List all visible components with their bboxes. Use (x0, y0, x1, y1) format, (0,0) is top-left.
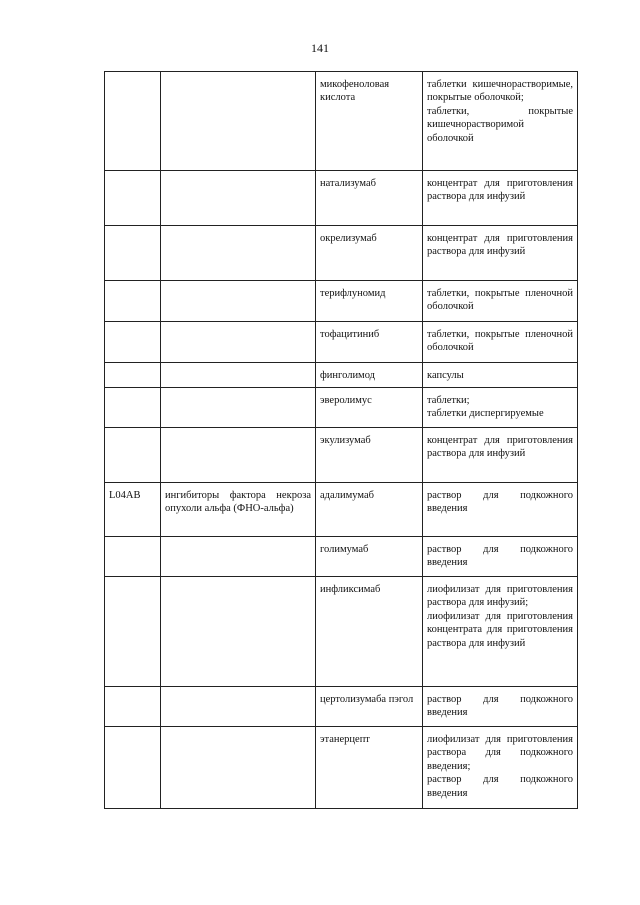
drug-name-cell: этанерцепт (316, 727, 423, 809)
drug-name-cell: терифлуномид (316, 281, 423, 322)
atc-code-cell (105, 727, 161, 809)
dosage-form-text: раствор для подкожного введения (427, 694, 573, 719)
atc-code-cell (105, 428, 161, 483)
group-cell (161, 388, 316, 428)
table-row (105, 483, 578, 537)
dosage-form-text: концентрат для приготовления раствора для инфузий (427, 178, 573, 203)
drug-name-cell: цертолизумаба пэгол (316, 687, 423, 727)
dosage-form-cell (423, 727, 578, 809)
drug-name-cell: финголимод (316, 363, 423, 388)
dosage-form-text: лиофилизат для приготовления раствора для подкожного введения; (427, 734, 573, 772)
table-row (105, 727, 578, 809)
group-cell (161, 727, 316, 809)
atc-code-cell (105, 226, 161, 281)
group-cell (161, 428, 316, 483)
drug-name-cell: окрелизумаб (316, 226, 423, 281)
atc-code-cell (105, 388, 161, 428)
group-cell (161, 363, 316, 388)
dosage-form-text: раствор для подкожного введения (427, 490, 573, 515)
atc-code-cell (105, 687, 161, 727)
drug-name-cell: тофацитиниб (316, 322, 423, 363)
group-cell (161, 226, 316, 281)
drug-table (104, 71, 578, 809)
dosage-form-cell (423, 428, 578, 483)
table-row (105, 226, 578, 281)
dosage-form-text: капсулы (427, 370, 464, 381)
dosage-form-cell (423, 281, 578, 322)
drug-name-cell: микофеноловая кислота (316, 72, 423, 171)
group-cell (161, 687, 316, 727)
dosage-form-cell (423, 388, 578, 428)
dosage-form-text: лиофилизат для приготовления концентрата для приготовления раствора для инфузий (427, 610, 573, 649)
group-cell (161, 322, 316, 363)
dosage-form-text: таблетки диспергируемые (427, 408, 544, 420)
dosage-form-cell (423, 226, 578, 281)
dosage-form-text: раствор для подкожного введения (427, 544, 573, 569)
dosage-form-cell (423, 483, 578, 537)
group-cell (161, 171, 316, 226)
table-row (105, 537, 578, 577)
drug-name-cell: голимумаб (316, 537, 423, 577)
atc-code-cell: L04AB (105, 483, 161, 537)
group-cell (161, 577, 316, 687)
atc-code-cell (105, 281, 161, 322)
atc-code-cell (105, 577, 161, 687)
dosage-form-text: таблетки; (427, 395, 470, 406)
group-cell (161, 537, 316, 577)
drug-name-cell: натализумаб (316, 171, 423, 226)
dosage-form-cell (423, 322, 578, 363)
dosage-form-cell (423, 72, 578, 171)
table-row (105, 428, 578, 483)
dosage-form-cell (423, 577, 578, 687)
dosage-form-text: концентрат для приготовления раствора для инфузий (427, 435, 573, 460)
table-row (105, 388, 578, 428)
group-cell (161, 281, 316, 322)
dosage-form-cell (423, 537, 578, 577)
atc-code-cell (105, 363, 161, 388)
table-row (105, 687, 578, 727)
drug-name-cell: инфликсимаб (316, 577, 423, 687)
dosage-form-text: таблетки, покрытые кишечнорастворимой оболочкой (427, 105, 573, 144)
table-row (105, 577, 578, 687)
group-cell (161, 72, 316, 171)
dosage-form-cell (423, 363, 578, 388)
table-row (105, 72, 578, 171)
drug-name-cell: эверолимус (316, 388, 423, 428)
page-number: 141 (311, 41, 329, 55)
table-row (105, 281, 578, 322)
atc-code-cell (105, 322, 161, 363)
dosage-form-text: таблетки кишечнорастворимые, покрытые оболочкой; (427, 79, 573, 104)
atc-code-cell (105, 171, 161, 226)
dosage-form-text: концентрат для приготовления раствора для инфузий (427, 233, 573, 258)
table-row (105, 171, 578, 226)
dosage-form-cell (423, 687, 578, 727)
drug-name-cell: адалимумаб (316, 483, 423, 537)
group-cell: ингибиторы фактора некроза опухоли альфа (ФНО-альфа) (161, 483, 316, 537)
dosage-form-text: лиофилизат для приготовления раствора для инфузий; (427, 584, 573, 609)
dosage-form-text: таблетки, покрытые пленочной оболочкой (427, 288, 573, 313)
table-row (105, 322, 578, 363)
atc-code-cell (105, 72, 161, 171)
drug-name-cell: экулизумаб (316, 428, 423, 483)
table-row (105, 363, 578, 388)
dosage-form-text: таблетки, покрытые пленочной оболочкой (427, 329, 573, 354)
dosage-form-cell (423, 171, 578, 226)
dosage-form-text: раствор для подкожного введения (427, 774, 573, 799)
atc-code-cell (105, 537, 161, 577)
